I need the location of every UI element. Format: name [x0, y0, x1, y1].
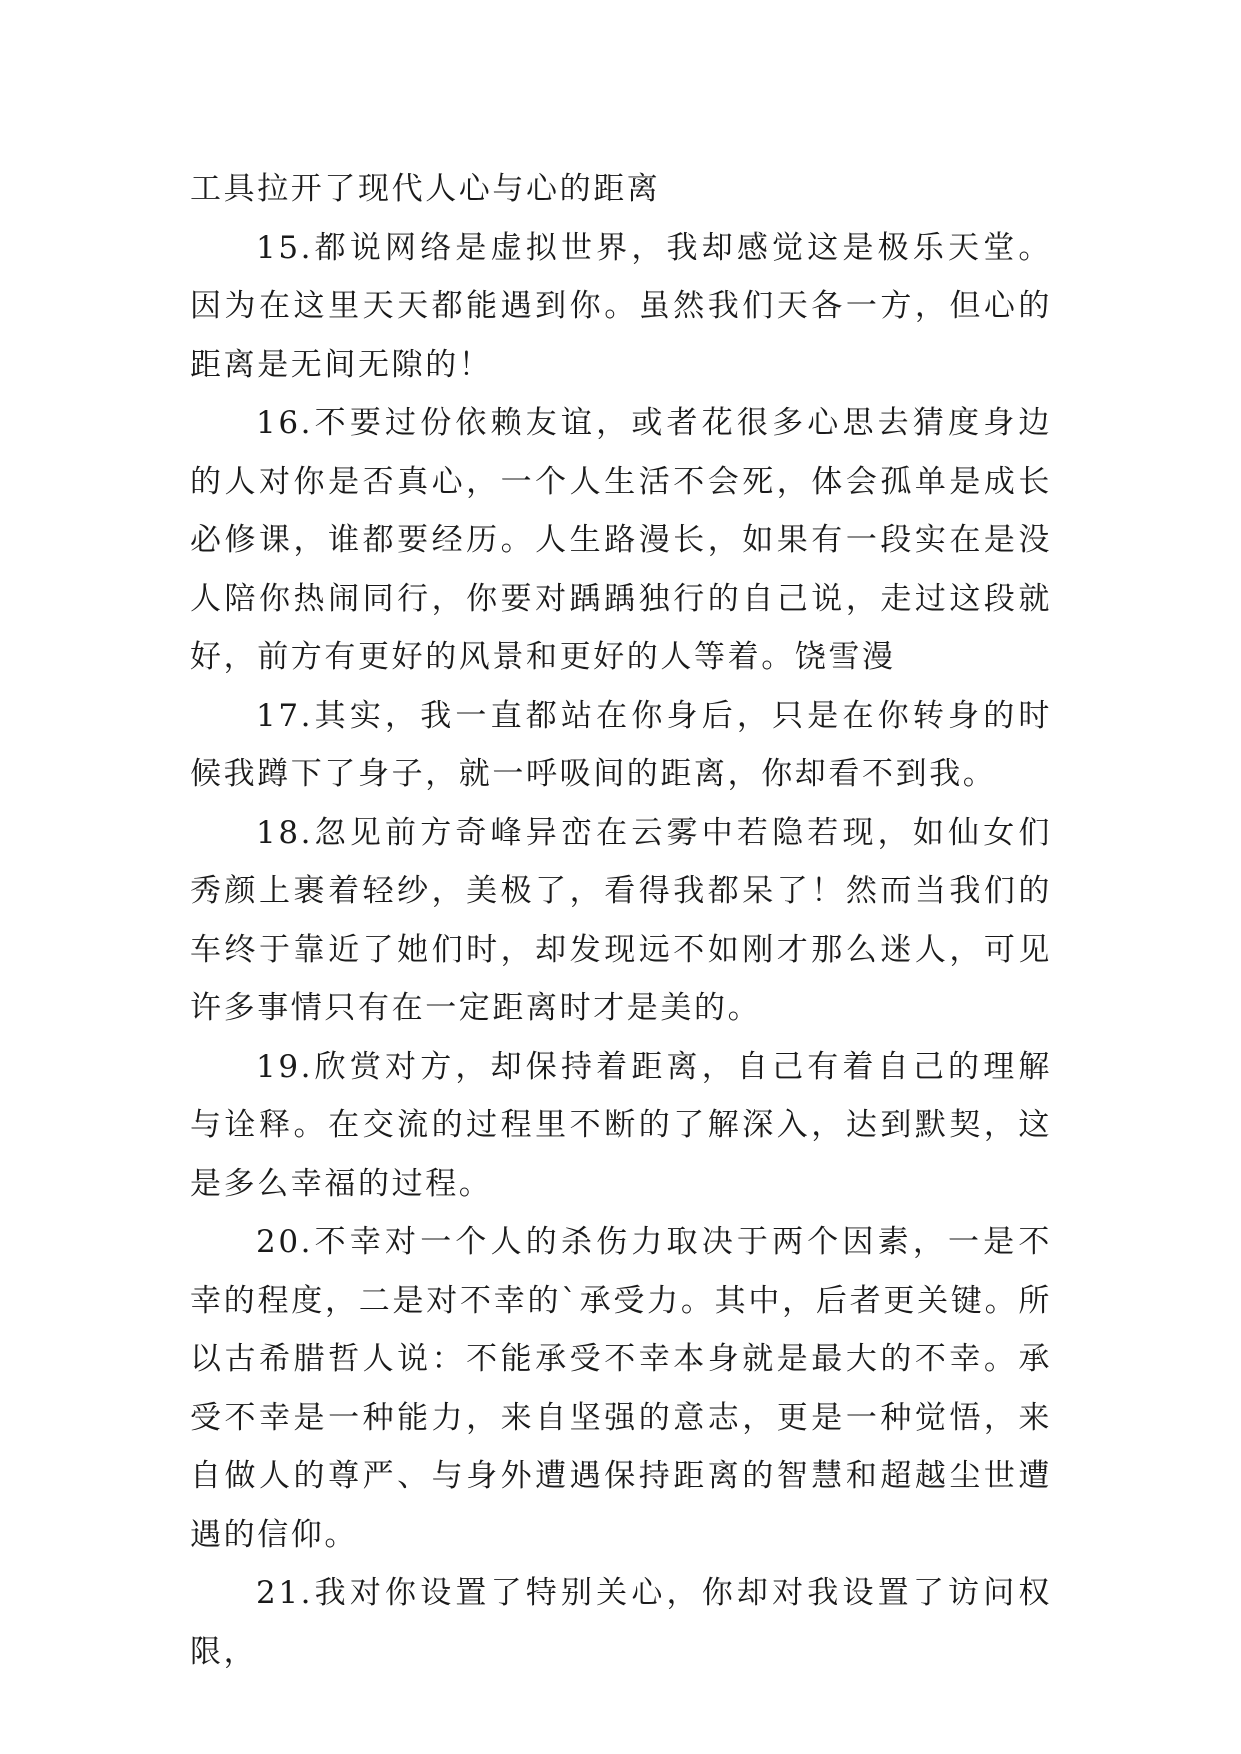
document-page [190, 160, 1052, 1681]
paragraph-continuation: 工具拉开了现代人心与心的距离 [190, 171, 661, 207]
paragraph-item-18: 18.忽见前方奇峰异峦在云雾中若隐若现，如仙女们秀颜上裹着轻纱，美极了，看得我都呆了！然而当我们的车终于靠近了她们时，却发现远不如刚才那么迷人，可见许多事情只有在一定距离时才是美的。 [190, 814, 1052, 1026]
paragraph-item-19: 19.欣赏对方，却保持着距离，自己有着自己的理解与诠释。在交流的过程里不断的了解深入，达到默契，这是多么幸福的过程。 [190, 1048, 1052, 1202]
paragraph-item-21: 21.我对你设置了特别关心，你却对我设置了访问权限， [190, 1575, 1052, 1670]
paragraph-item-17: 17.其实，我一直都站在你身后，只是在你转身的时候我蹲下了身子，就一呼吸间的距离，你却看不到我。 [190, 697, 1052, 792]
paragraph-item-15: 15.都说网络是虚拟世界，我却感觉这是极乐天堂。因为在这里天天都能遇到你。虽然我们天各一方，但心的距离是无间无隙的！ [190, 229, 1052, 383]
paragraph-item-20: 20.不幸对一个人的杀伤力取决于两个因素，一是不幸的程度，二是对不幸的`承受力。其中，后者更关键。所以古希腊哲人说：不能承受不幸本身就是最大的不幸。承受不幸是一种能力，来自坚强的意志，更是一种觉悟，来自做人的尊严、与身外遭遇保持距离的智慧和超越尘世遭遇的信仰。 [190, 1224, 1052, 1553]
paragraph-item-16: 16.不要过份依赖友谊，或者花很多心思去猜度身边的人对你是否真心，一个人生活不会死，体会孤单是成长必修课，谁都要经历。人生路漫长，如果有一段实在是没人陪你热闹同行，你要对踽踽独行的自己说，走过这段就好，前方有更好的风景和更好的人等着。饶雪漫 [190, 405, 1052, 675]
